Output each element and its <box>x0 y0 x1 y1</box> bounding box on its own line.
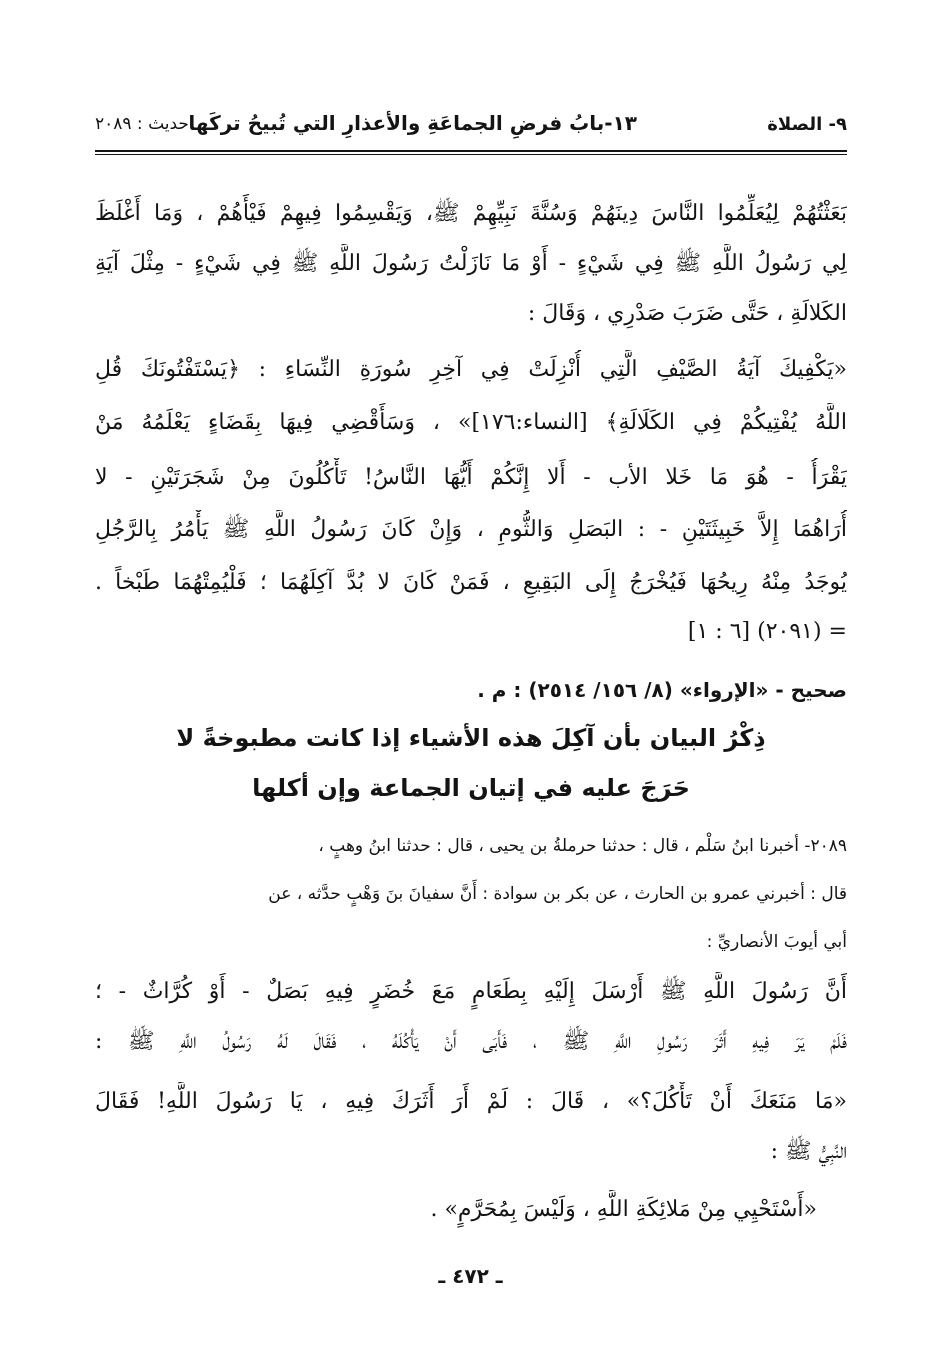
page-number: ـ ٤٧٢ ـ <box>438 1264 503 1288</box>
hadith-line: «أَسْتَحْيِي مِنْ مَلائِكَةِ اللَّهِ ، وَلَيْسَ بِمُحَرَّمٍ» . <box>430 1197 817 1222</box>
body-line: «يَكْفِيكَ آيَةُ الصَّيْفِ الَّتِي أُنْزِلَتْ فِي آخِرِ سُورَةِ النِّسَاءِ : ﴿يَسْتَفْتُونَكَ قُلِ <box>95 357 847 382</box>
hadith-grade: صحيح - «الإرواء» (٨/ ١٥٦/ ٢٥١٤) : م . <box>477 678 847 702</box>
running-header <box>95 108 847 148</box>
chapter-title: ٩- الصلاة <box>767 114 847 135</box>
hadith-line: النَّبِيُّ ﷺ : <box>770 1139 847 1164</box>
chapter-heading-line1: ذِكْرُ البيان بأن آكِلَ هذه الأشياء إذا كانت مطبوخةً لا <box>176 724 766 752</box>
body-line: اللَّهُ يُفْتِيكُمْ فِي الكَلَالَةِ﴾ [النساء:١٧٦]» ، وَسَأَقْضِي فِيهَا بِقَضَاءٍ يَعْلَمُهُ مَنْ <box>95 410 847 435</box>
section-title: ١٣-بابُ فرضِ الجماعَةِ والأعذارِ التي تُبيحُ تركَها <box>188 111 637 135</box>
body-line: يُوجَدُ مِنْهُ رِيحُهَا فَيُخْرَجُ إِلَى البَقِيعِ ، فَمَنْ كَانَ لا بُدَّ آكِلَهُمَا ؛ فَلْيُمِتْهُمَا طَبْخاً . <box>95 570 847 595</box>
body-line: يَقْرَأُ - هُوَ مَا خَلا الأب - أَلا إِنَّكُمْ أَيُّهَا النَّاسُ! تَأْكُلُونَ مِنْ شَجَرَتَيْنِ - لا <box>95 465 847 490</box>
isnad-line: قال : أخبرني عمرو بن الحارث ، عن بكر بن سوادة : أَنَّ سفيانَ بنَ وَهْبٍ حدَّثه ، عن <box>268 884 847 904</box>
hadith-reference: حديث : ٢٠٨٩ <box>95 114 189 134</box>
hadith-line: أَنَّ رَسُولَ اللَّهِ ﷺ أَرْسَلَ إِلَيْهِ بِطَعَامٍ مَعَ خُضَرٍ فِيهِ بَصَلٌ - أَوْ كُرَّاثٌ - ؛ <box>95 979 847 1004</box>
cross-reference: = (٢٠٩١) [٦ : ١] <box>687 619 847 644</box>
body-line: الكَلالَةِ ، حَتَّى ضَرَبَ صَدْرِي ، وَقَالَ : <box>527 301 847 326</box>
hadith-line: «مَا مَنَعَكَ أَنْ تَأْكُلَ؟» ، قَالَ : لَمْ أَرَ أَثَرَكَ فِيهِ ، يَا رَسُولَ اللَّهِ! فَقَالَ <box>95 1089 847 1114</box>
header-rule-thin <box>95 154 847 155</box>
isnad-line: ٢٠٨٩- أخبرنا ابنُ سَلْم ، قال : حدثنا حرملةُ بن يحيى ، قال : حدثنا ابنُ وهبٍ ، <box>318 836 847 856</box>
header-rule <box>95 150 847 152</box>
body-line: بَعَثْتُهُمْ لِيُعَلِّمُوا النَّاسَ دِينَهُمْ وَسُنَّةَ نَبِيِّهِمْ ﷺ، وَيَقْسِمُوا فِيهِمْ فَيْأَهُمْ ، وَمَا أَغْلَظَ <box>95 201 847 226</box>
isnad-line: أبي أيوبَ الأنصاريِّ : <box>706 932 847 952</box>
body-line: أُرَاهُمَا إِلاَّ خَبِيثَتَيْنِ - : البَصَلِ وَالثُّومِ ، وَإِنْ كَانَ رَسُولُ اللَّهِ ﷺ يَأْمُرُ بِالرَّجُلِ <box>95 517 847 542</box>
body-line: لِي رَسُولُ اللَّهِ ﷺ فِي شَيْءٍ - أَوْ مَا نَازَلْتُ رَسُولَ اللَّهِ ﷺ فِي شَيْءٍ - مِثْلَ آيَةِ <box>95 251 847 276</box>
hadith-line: فَلَمْ يَرَ فِيهِ أَثَرَ رَسُولِ اللَّهِ ﷺ ، فَأَبَى أَنْ يَأْكُلَهُ ، فَقَالَ لَهُ رَسُولُ اللَّهِ ﷺ : <box>95 1029 847 1054</box>
chapter-heading-line2: حَرَجَ عليه في إتيان الجماعة وإن أكلها <box>252 774 690 802</box>
